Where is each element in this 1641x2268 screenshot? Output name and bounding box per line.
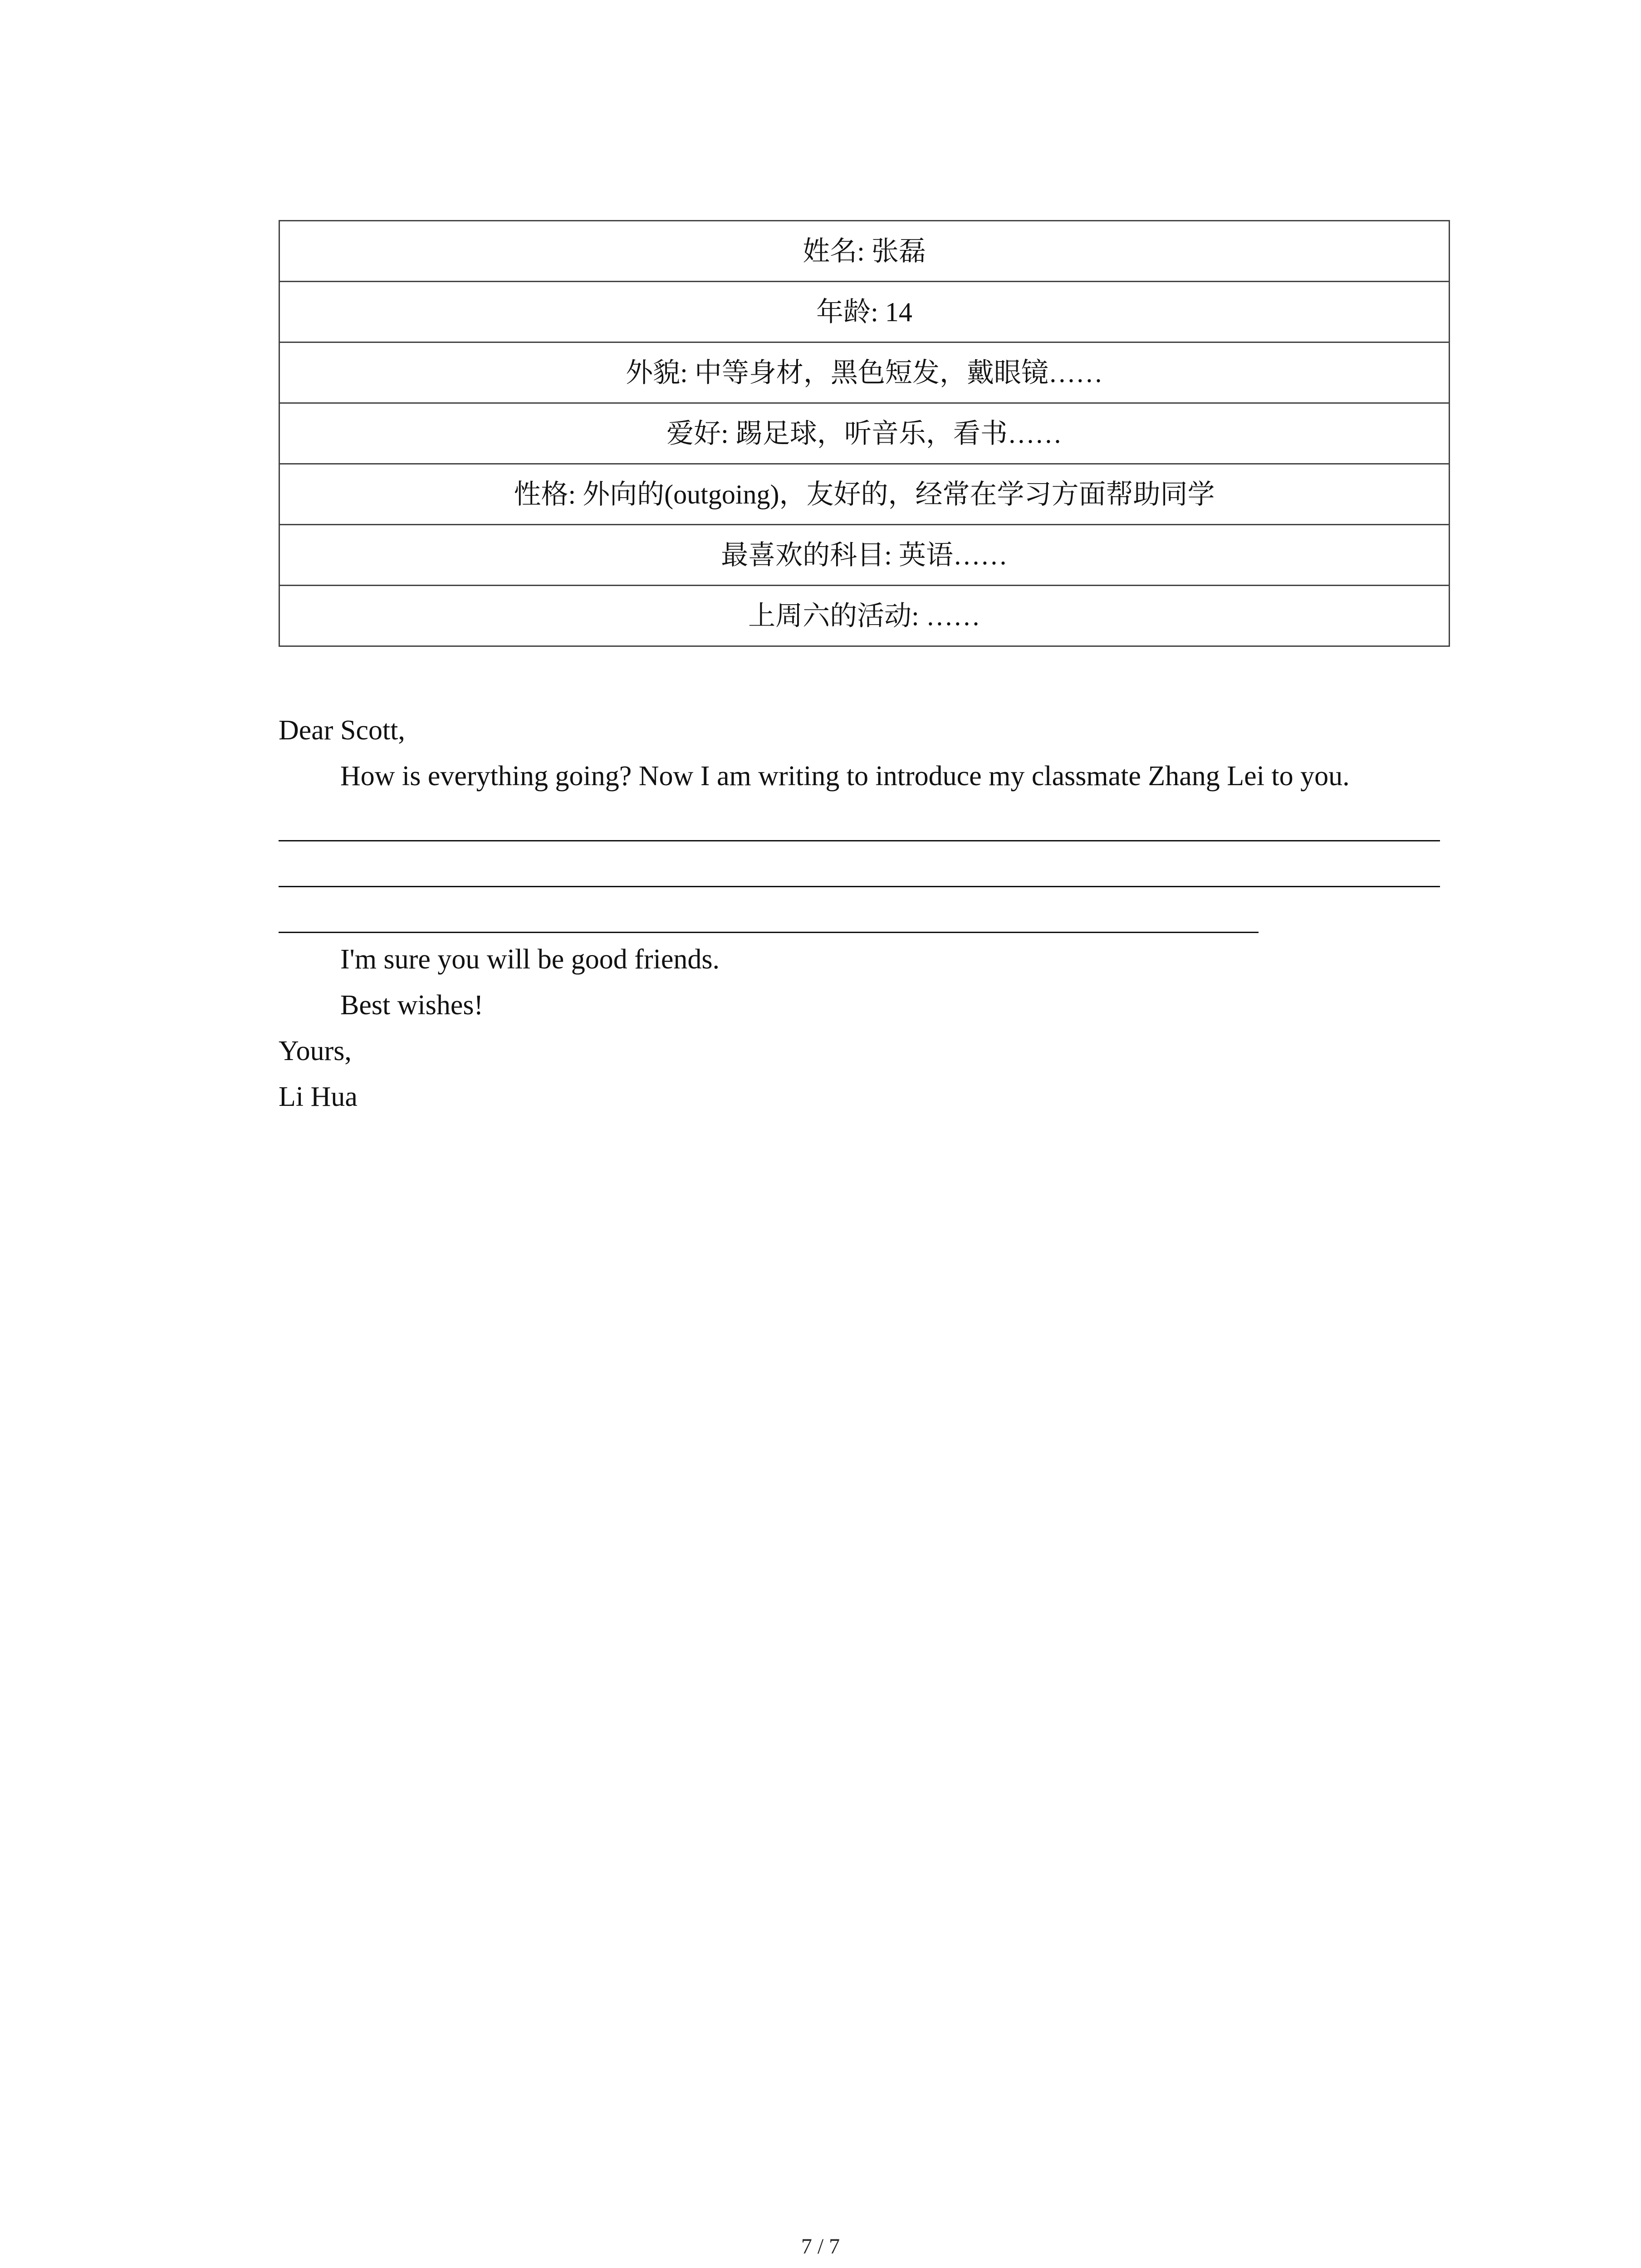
answer-rule [279,840,1440,841]
table-cell-name: 姓名: 张磊 [279,221,1450,282]
table-cell-personality: 性格: 外向的(outgoing)，友好的，经常在学习方面帮助同学 [279,464,1450,525]
table-cell-age: 年龄: 14 [279,282,1450,342]
letter-closing-sentence: I'm sure you will be good friends. [340,944,720,975]
table-cell-appearance: 外貌: 中等身材，黑色短发，戴眼镜…… [279,342,1450,403]
answer-line-2 [279,845,1458,891]
table-row [279,221,1450,282]
table-cell-last-saturday: 上周六的活动: …… [279,586,1450,646]
info-table [279,220,1450,647]
letter-signoff: Yours, [279,1036,352,1066]
letter-salutation: Dear Scott, [279,715,405,746]
table-row [279,586,1450,646]
answer-line-3 [279,891,1458,937]
answer-rule [279,886,1440,887]
letter-wishes: Best wishes! [340,990,484,1021]
letter-opening: How is everything going? Now I am writing to introduce my classmate Zhang Lei to you. [340,761,1350,792]
letter-body [279,708,1458,1120]
letter-signature: Li Hua [279,1081,358,1112]
page-number: 7 / 7 [801,2234,840,2258]
table-row [279,525,1450,586]
answer-line-1 [279,799,1458,845]
table-cell-favorite-subject: 最喜欢的科目: 英语…… [279,525,1450,586]
table-row [279,464,1450,525]
table-row [279,342,1450,403]
answer-rule [279,932,1259,933]
table-cell-hobbies: 爱好: 踢足球，听音乐，看书…… [279,403,1450,464]
table-row [279,403,1450,464]
table-row [279,282,1450,342]
